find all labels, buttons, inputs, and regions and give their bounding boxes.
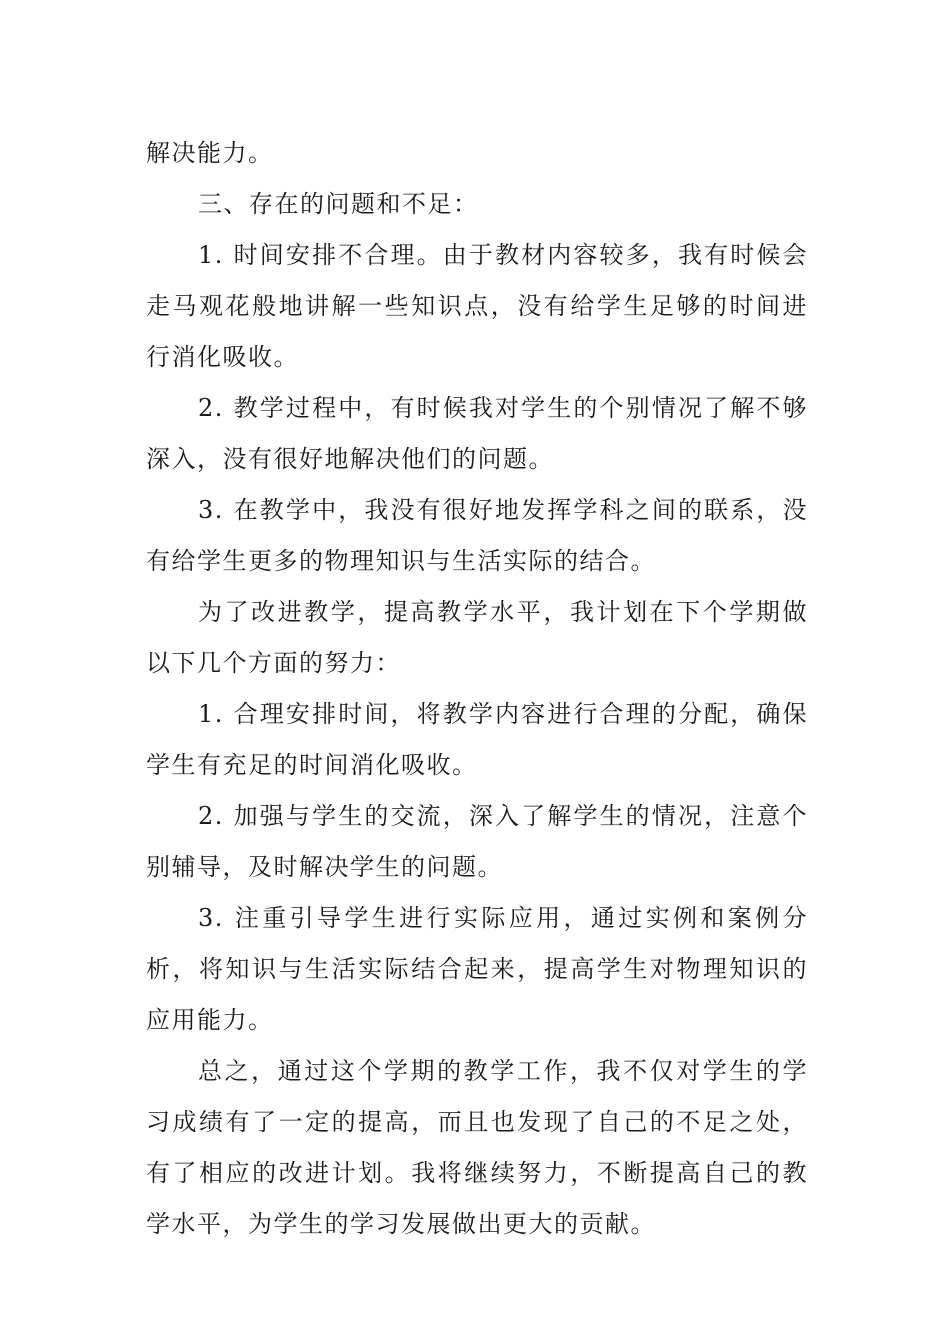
section-heading-problems: 三、存在的问题和不足：	[198, 190, 479, 218]
problem-item-1: 1. 时间安排不合理。由于教材内容较多，我有时候会走马观花般地讲解一些知识点，没有给学生足够的时间进行消化吸收。	[146, 241, 808, 371]
problem-item-3: 3. 在教学中，我没有很好地发挥学科之间的联系，没有给学生更多的物理知识与生活实际的结合。	[146, 496, 808, 575]
document-page	[146, 128, 808, 1250]
problem-item-2: 2. 教学过程中，有时候我对学生的个别情况了解不够深入，没有很好地解决他们的问题。	[146, 394, 808, 473]
paragraph-continuation: 解决能力。	[146, 139, 274, 167]
improvement-item-1: 1. 合理安排时间，将教学内容进行合理的分配，确保学生有充足的时间消化吸收。	[146, 700, 808, 779]
improvement-item-3: 3. 注重引导学生进行实际应用，通过实例和案例分析，将知识与生活实际结合起来，提高学生对物理知识的应用能力。	[146, 904, 808, 1034]
conclusion-paragraph: 总之，通过这个学期的教学工作，我不仅对学生的学习成绩有了一定的提高，而且也发现了自己的不足之处，有了相应的改进计划。我将继续努力，不断提高自己的教学水平，为学生的学习发展做出更大的贡献。	[146, 1057, 808, 1238]
improvement-intro: 为了改进教学，提高教学水平，我计划在下个学期做以下几个方面的努力：	[146, 598, 808, 677]
improvement-item-2: 2. 加强与学生的交流，深入了解学生的情况，注意个别辅导，及时解决学生的问题。	[146, 802, 808, 881]
